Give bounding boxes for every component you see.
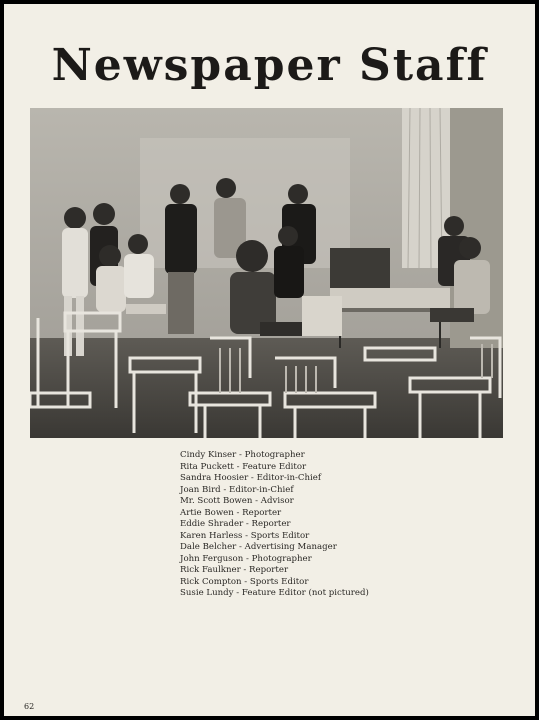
staff-line: Rita Puckett - Feature Editor (180, 461, 307, 472)
staff-line: Joan Bird - Editor-in-Chief (180, 484, 294, 495)
yearbook-page (4, 4, 535, 716)
staff-line: Dale Belcher - Advertising Manager (180, 542, 337, 552)
staff-line: Karen Harless - Sports Editor (180, 530, 310, 541)
staff-line: Rick Faulkner - Reporter (180, 565, 289, 575)
staff-line: Artie Bowen - Reporter (180, 507, 282, 518)
staff-line: John Ferguson - Photographer (180, 553, 312, 564)
staff-line: Susie Lundy - Feature Editor (not pictured) (180, 588, 369, 598)
staff-line: Sandra Hoosier - Editor-in-Chief (180, 473, 322, 483)
staff-line: Cindy Kinser - Photographer (180, 450, 305, 460)
page-number: 62 (24, 702, 35, 711)
group-photo (30, 108, 503, 438)
staff-line: Rick Compton - Sports Editor (180, 576, 309, 587)
group-photo-image (30, 108, 503, 438)
staff-line: Eddie Shrader - Reporter (180, 519, 291, 529)
staff-line: Mr. Scott Bowen - Advisor (180, 496, 294, 506)
staff-list (180, 450, 369, 600)
page-title: Newspaper Staff (51, 40, 488, 91)
